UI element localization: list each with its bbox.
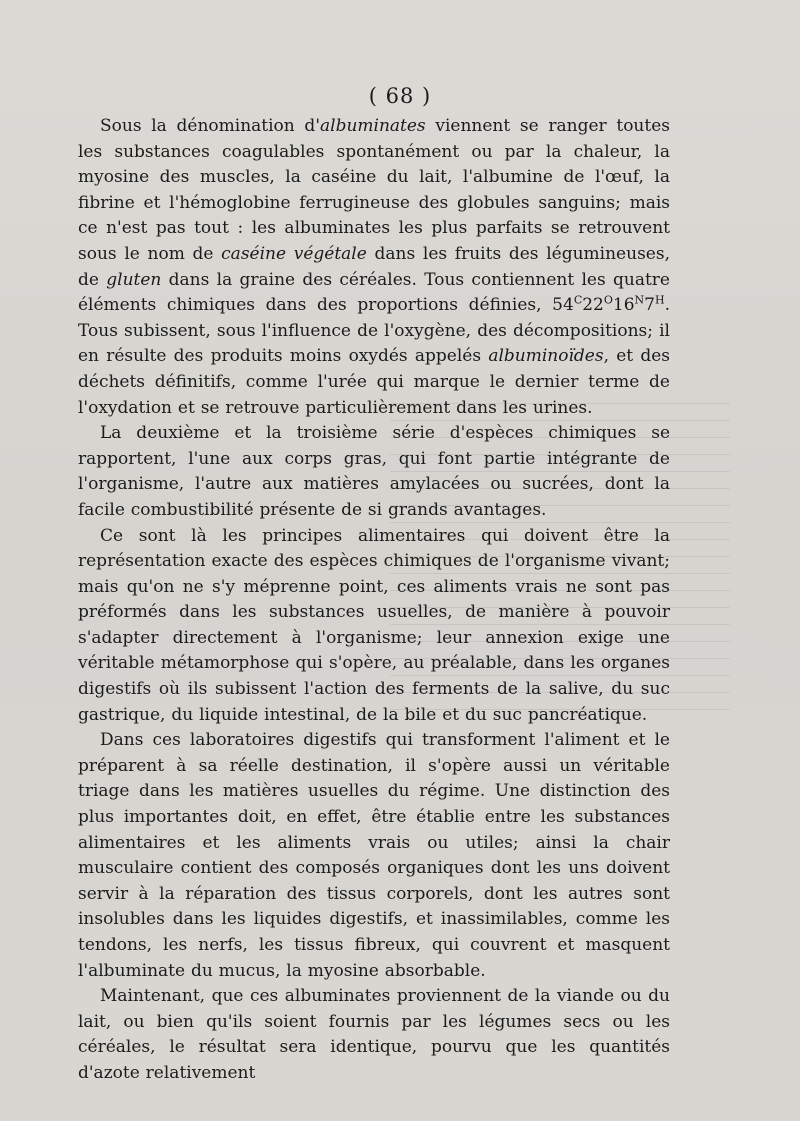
text-run: 22 [582,295,604,316]
page-number: ( 68 ) [368,84,432,108]
text-run: , et des déchets définitifs, comme l'urée qui marque le dernier terme de l'oxydation et se retrouve particulièrement dans les urines. [78,346,670,418]
paragraph-principes-alimentaires [78,524,670,729]
formula-superscript: H [655,293,665,307]
text-run: 16 [612,295,635,316]
text-run: Dans ces laboratoires digestifs qui transforment l'aliment et le préparent à sa réelle destination, il s'opère aussi un véritable triage dans les matières usuelles du régime. Une distinction des plus importantes doit, en effet, être établie entre les substances alimentaires et les aliments vrais ou utiles; ainsi la chair musculaire contient des composés organiques dont les uns doivent servir à la réparation des tissus corporels, dont les autres sont insolubles dans les liquides digestifs, et inassimilables, comme les tendons, les nerfs, les tissus fibreux, qui couvrent et masquent l'albuminate du mucus, la myosine absorbable. [78,730,670,981]
italic-term: albuminates [320,116,426,136]
text-run: . Tous subissent, sous l'influence de l'oxygène, des décompositions; il en résulte des produits moins oxydés appelés [78,295,670,367]
formula-superscript: N [634,293,645,307]
italic-term: albuminoïdes [488,346,604,367]
text-run: Maintenant, que ces albuminates proviennent de la viande ou du lait, ou bien qu'ils soient fournis par les légumes secs ou les céréales, le résultat sera identique, pourvu que les quantités d'azote relativement [78,986,670,1083]
paragraph-laboratoires-digestifs [78,728,670,984]
text-run: Sous la dénomination d' [100,116,320,136]
formula-superscript: C [573,293,583,307]
text-run: Ce sont là les principes alimentaires qui doivent être la représentation exacte des espèces chimiques de l'organisme vivant; mais qu'on ne s'y méprenne point, ces aliments vrais ne sont pas préformés dans les substances usuelles, de manière à pouvoir s'adapter directement à l'organisme; leur annexion exige une véritable métamorphose qui s'opère, au préalable, dans les organes digestifs où ils subissent l'action des ferments de la salive, du suc gastrique, du liquide intestinal, de la bile et du suc pancréatique. [78,525,670,725]
body-text [78,114,670,1087]
text-run: dans la graine des céréales. Tous contiennent les quatre éléments chimiques dans des proportions définies, 54 [78,269,670,316]
formula-superscript: O [603,293,613,307]
paragraph-maintenant [78,984,670,1086]
paragraph-albuminates [78,114,670,421]
text-run: dans les fruits des légumineuses, de [78,243,670,290]
italic-term: gluten [106,269,162,290]
text-run: 7 [644,295,655,316]
italic-term: caséine végétale [221,243,367,264]
text-run: La deuxième et la troisième série d'espèces chimiques se rapportent, l'une aux corps gras, qui font partie intégrante de l'organisme, l'autre aux matières amylacées ou sucrées, dont la facile combustibilité présente de si grands avantages. [78,423,670,520]
text-run: viennent se ranger toutes les substances coagulables spontanément ou par la chaleur, la myosine des muscles, la caséine du lait, l'albumine de l'œuf, la fibrine et l'hémoglobine ferrugineuse des globules sanguins; mais ce n'est pas tout : les albuminates les plus parfaits se retrouvent sous le nom de [78,116,670,264]
paragraph-corps-gras [78,421,670,523]
